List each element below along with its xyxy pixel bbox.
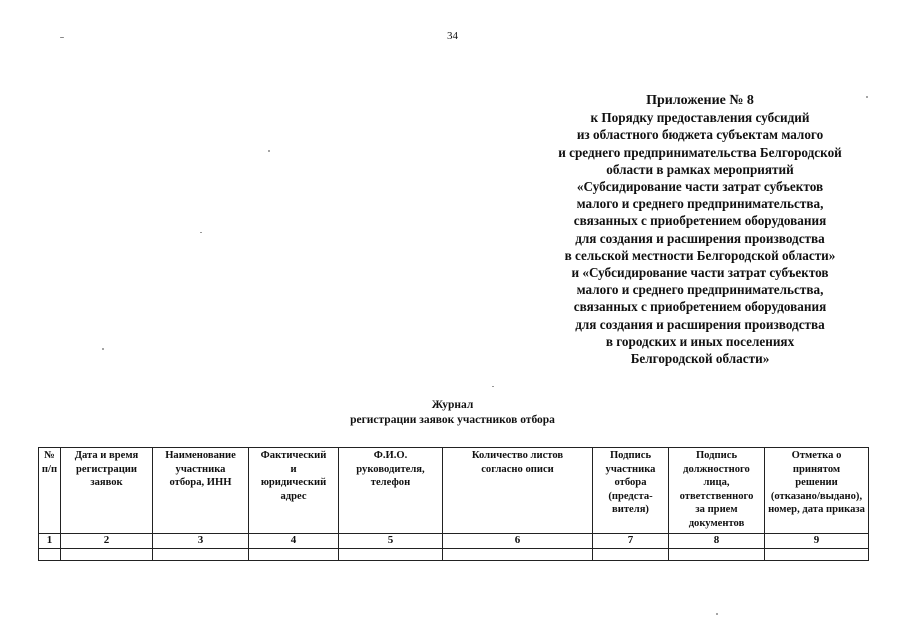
table-header-row <box>39 448 869 534</box>
appendix-line: и «Субсидирование части затрат субъектов <box>571 265 829 281</box>
header-line: и <box>290 463 297 475</box>
header-line: руководителя, <box>356 463 425 475</box>
table-cell <box>669 549 765 561</box>
appendix-line: из областного бюджета субъектам малого <box>576 127 824 143</box>
column-number: 8 <box>669 534 765 549</box>
column-number-row <box>39 534 869 549</box>
header-line: участника <box>605 463 656 475</box>
column-number: 3 <box>153 534 249 549</box>
table-cell <box>153 549 249 561</box>
appendix-line: области в рамках мероприятий <box>606 161 794 177</box>
column-header <box>39 448 61 534</box>
header-line: участника <box>175 463 226 475</box>
empty-table-row <box>39 549 869 561</box>
table-cell <box>593 549 669 561</box>
header-line: регистрации <box>75 463 138 475</box>
appendix-line: и среднего предпринимательства Белгородской <box>558 144 842 160</box>
appendix-line: для создания и расширения производства <box>575 230 825 246</box>
appendix-line: связанных с приобретением оборудования <box>573 213 827 229</box>
journal-title: Журнал <box>431 399 474 411</box>
appendix-title: Приложение № 8 <box>646 93 754 108</box>
header-line: отбора, ИНН <box>169 477 232 488</box>
table-cell <box>39 549 61 561</box>
header-line: адрес <box>280 490 307 502</box>
header-line: вителя) <box>612 504 649 515</box>
appendix-line: для создания и расширения производства <box>575 316 825 332</box>
header-line: Ф.И.О. <box>373 450 408 461</box>
table-cell <box>249 549 339 561</box>
column-number: 2 <box>61 534 153 549</box>
appendix-line: малого и среднего предпринимательства, <box>576 282 824 298</box>
header-line: телефон <box>370 477 411 488</box>
header-line: Дата и время <box>74 450 139 461</box>
header-line: ответственного <box>679 490 754 502</box>
appendix-line: связанных с приобретением оборудования <box>573 299 827 315</box>
column-header <box>339 448 443 534</box>
column-header <box>249 448 339 534</box>
registration-table <box>38 447 869 561</box>
scan-speck <box>200 232 202 233</box>
table-cell <box>61 549 153 561</box>
header-line: номер, дата приказа <box>768 504 865 515</box>
scan-speck <box>102 348 104 350</box>
appendix-line: малого и среднего предпринимательства, <box>576 196 824 212</box>
appendix-block <box>520 92 880 367</box>
header-line: № <box>44 450 55 461</box>
table-cell <box>339 549 443 561</box>
scan-speck <box>60 37 64 38</box>
header-line: (отказано/выдано), <box>770 490 863 502</box>
column-number: 1 <box>39 534 61 549</box>
header-line: Подпись <box>609 450 652 461</box>
header-line: согласно описи <box>481 463 554 475</box>
header-line: Подпись <box>695 450 738 461</box>
appendix-line: Белгородской области» <box>630 351 770 367</box>
header-line: п/п <box>41 463 58 475</box>
header-line: документов <box>688 517 745 529</box>
header-line: отбора <box>614 477 647 488</box>
column-number: 9 <box>765 534 869 549</box>
scan-speck <box>268 150 270 152</box>
header-line: решении <box>795 477 838 488</box>
header-line: Количество листов <box>471 450 564 461</box>
scan-speck <box>716 613 718 615</box>
journal-heading <box>0 398 905 428</box>
column-header <box>593 448 669 534</box>
appendix-line: к Порядку предоставления субсидий <box>590 110 810 126</box>
column-header <box>61 448 153 534</box>
column-header <box>765 448 869 534</box>
header-line: лица, <box>703 477 730 488</box>
appendix-line: в сельской местности Белгородской области» <box>564 247 836 263</box>
column-number: 6 <box>443 534 593 549</box>
appendix-line: в городских и иных поселениях <box>605 333 795 349</box>
scan-speck <box>492 386 494 387</box>
header-line: должностного <box>683 463 750 475</box>
appendix-line: «Субсидирование части затрат субъектов <box>576 179 824 195</box>
header-line: за прием <box>695 504 738 515</box>
table-cell <box>765 549 869 561</box>
header-line: (предста- <box>608 490 653 502</box>
header-line: Наименование <box>165 450 236 461</box>
column-header <box>443 448 593 534</box>
page-number: 34 <box>447 30 458 42</box>
table-cell <box>443 549 593 561</box>
column-header <box>669 448 765 534</box>
header-line: юридический <box>260 477 327 488</box>
column-number: 4 <box>249 534 339 549</box>
column-number: 7 <box>593 534 669 549</box>
column-number: 5 <box>339 534 443 549</box>
column-header <box>153 448 249 534</box>
header-line: Отметка о принятом <box>791 450 842 475</box>
header-line: Фактический <box>260 450 327 461</box>
journal-subtitle: регистрации заявок участников отбора <box>350 414 555 426</box>
header-line: заявок <box>90 477 123 488</box>
